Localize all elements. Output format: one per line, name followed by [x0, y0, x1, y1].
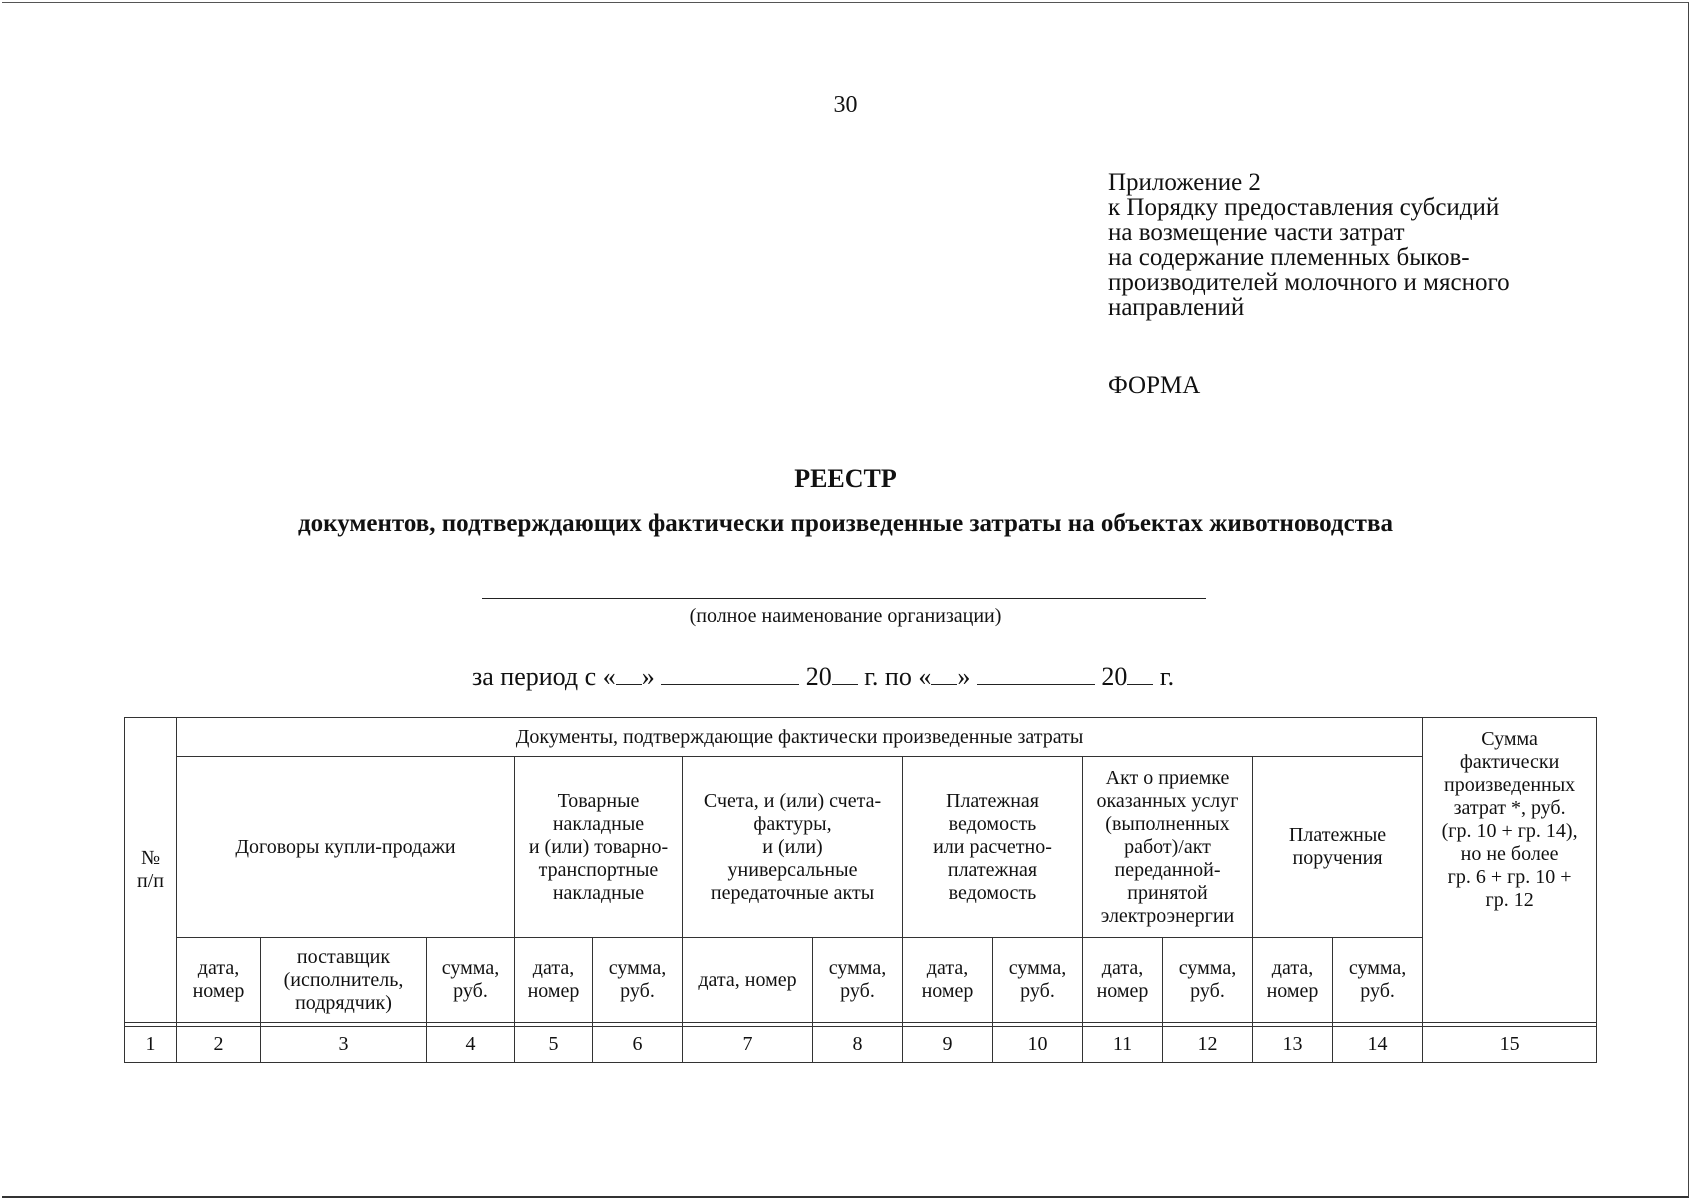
subheader-cell: сумма, руб. — [427, 938, 515, 1023]
period-quote-close: » — [641, 662, 655, 691]
start-month-blank — [661, 662, 799, 685]
column-number-cell: 13 — [1253, 1027, 1333, 1063]
subheader-cell: дата, номер — [683, 938, 813, 1023]
column-number-cell: 4 — [427, 1027, 515, 1063]
group-payroll: Платежная ведомость или расчетно- платежная ведомость — [903, 757, 1083, 938]
subheader-cell: дата, номер — [1253, 938, 1333, 1023]
subheader-cell: дата, номер — [903, 938, 993, 1023]
col-number-header: № п/п — [125, 718, 177, 1023]
appendix-line: производителей молочного и мясного — [1108, 269, 1510, 296]
column-number-cell: 8 — [813, 1027, 903, 1063]
organization-caption: (полное наименование организации) — [689, 605, 1002, 627]
start-day-blank — [616, 662, 642, 685]
column-number-cell: 11 — [1083, 1027, 1163, 1063]
period-end: г. — [1159, 662, 1175, 691]
start-year-prefix: 20 — [805, 662, 832, 691]
end-year-prefix: 20 — [1101, 662, 1128, 691]
period-line — [472, 662, 1174, 692]
subheader-cell: поставщик (исполнитель, подрядчик) — [261, 938, 427, 1023]
document-title: РЕЕСТР — [794, 464, 897, 493]
period-quote-close-2: » — [957, 662, 971, 691]
column-number-cell: 3 — [261, 1027, 427, 1063]
end-month-blank — [977, 662, 1095, 685]
column-numbers-row — [125, 1027, 1597, 1063]
organization-name-line — [482, 598, 1206, 599]
subheader-cell: сумма, руб. — [993, 938, 1083, 1023]
appendix-line: к Порядку предоставления субсидий — [1108, 194, 1500, 221]
column-number-cell: 10 — [993, 1027, 1083, 1063]
total-sum-header: Сумма фактически произведенных затрат *, руб. (гр. 10 + гр. 14), но не более гр. 6 + гр. 10 + гр. 12 — [1423, 718, 1597, 1023]
subheader-cell: дата, номер — [177, 938, 261, 1023]
column-number-cell: 14 — [1333, 1027, 1423, 1063]
column-number-cell: 5 — [515, 1027, 593, 1063]
column-number-cell: 6 — [593, 1027, 683, 1063]
period-prefix: за период с « — [472, 662, 616, 691]
column-number-cell: 9 — [903, 1027, 993, 1063]
page-number: 30 — [833, 92, 858, 118]
subheader-cell: сумма, руб. — [1333, 938, 1423, 1023]
appendix-line: Приложение 2 — [1108, 169, 1261, 196]
subheader-cell: дата, номер — [1083, 938, 1163, 1023]
appendix-block — [1108, 170, 1510, 320]
end-year-blank — [1127, 662, 1153, 685]
group-invoices: Счета, и (или) счета- фактуры, и (или) универсальные передаточные акты — [683, 757, 903, 938]
period-to-text: г. по « — [864, 662, 932, 691]
column-number-cell: 15 — [1423, 1027, 1597, 1063]
subheader-cell: сумма, руб. — [593, 938, 683, 1023]
subheader-cell: дата, номер — [515, 938, 593, 1023]
documents-group-header: Документы, подтверждающие фактически произведенные затраты — [177, 718, 1423, 757]
appendix-line: на возмещение части затрат — [1108, 219, 1405, 246]
group-acts: Акт о приемке оказанных услуг (выполненных работ)/акт переданной- принятой электроэнергии — [1083, 757, 1253, 938]
appendix-line: на содержание племенных быков- — [1108, 244, 1470, 271]
document-subtitle: документов, подтверждающих фактически произведенные затраты на объектах животноводства — [298, 510, 1393, 537]
group-contracts: Договоры купли-продажи — [177, 757, 515, 938]
column-number-cell: 2 — [177, 1027, 261, 1063]
subheader-cell: сумма, руб. — [813, 938, 903, 1023]
appendix-line: направлений — [1108, 294, 1245, 321]
end-day-blank — [931, 662, 957, 685]
form-label: ФОРМА — [1108, 372, 1201, 399]
column-number-cell: 7 — [683, 1027, 813, 1063]
subheader-cell: сумма, руб. — [1163, 938, 1253, 1023]
group-payment-orders: Платежные поручения — [1253, 757, 1423, 938]
start-year-blank — [832, 662, 858, 685]
column-number-cell: 12 — [1163, 1027, 1253, 1063]
column-number-cell: 1 — [125, 1027, 177, 1063]
registry-table — [124, 717, 1597, 1063]
group-waybills: Товарные накладные и (или) товарно- транспортные накладные — [515, 757, 683, 938]
